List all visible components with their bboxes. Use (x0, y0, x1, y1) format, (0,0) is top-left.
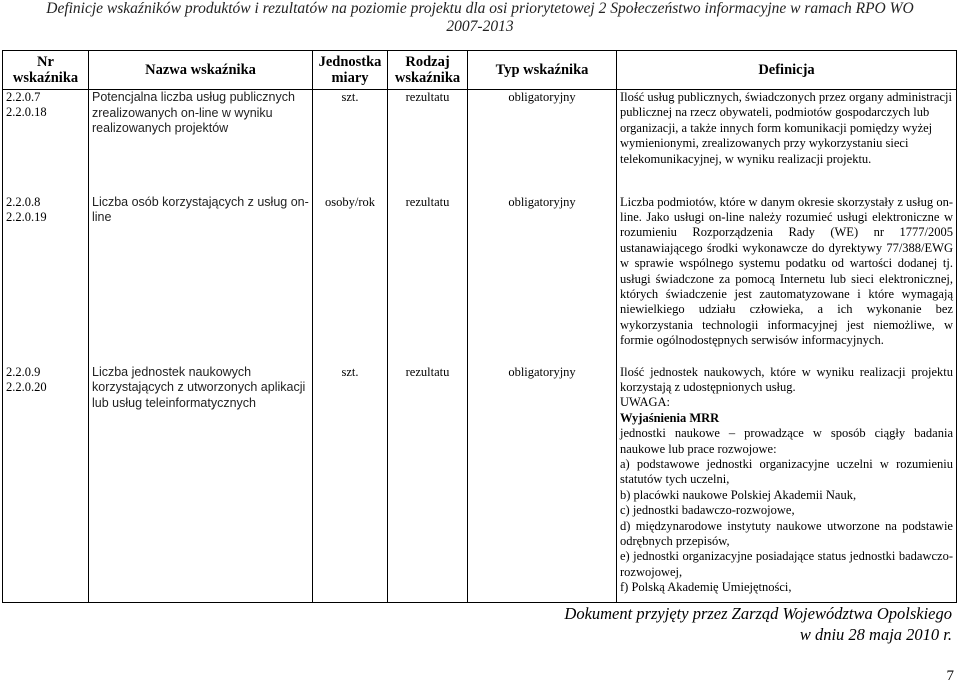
list-item: b) placówki naukowe Polskiej Akademii Nauk, (620, 487, 857, 502)
row3-jednostka: szt. (313, 365, 388, 603)
row1-nr-code2: 2.2.0.18 (6, 105, 47, 119)
row1-rodzaj: rezultatu (388, 90, 468, 195)
row3-typ: obligatoryjny (468, 365, 617, 603)
col-header-definicja: Definicja (617, 51, 957, 90)
indicators-table (2, 50, 957, 603)
list-item: d) międzynarodowe instytuty naukowe utworzone na podstawie odrębnych przepisów, (620, 518, 953, 548)
row2-rodzaj: rezultatu (388, 195, 468, 365)
document-footer (492, 603, 952, 645)
list-item: f) Polską Akademię Umiejętności, (620, 580, 792, 595)
row1-typ: obligatoryjny (468, 90, 617, 195)
row2-typ: obligatoryjny (468, 195, 617, 365)
row1-jednostka: szt. (313, 90, 388, 195)
col-header-typ: Typ wskaźnika (468, 51, 617, 90)
row3-rodzaj: rezultatu (388, 365, 468, 603)
row3-wyjasnienia-heading: Wyjaśnienia MRR (620, 410, 720, 425)
row3-nr-code1: 2.2.0.9 (6, 364, 41, 379)
row3-definicja (617, 365, 957, 603)
row3-definicja-intro: Ilość jednostek naukowych, które w wyniku realizacji projektu korzystają z udostępnionych usług. (620, 364, 953, 394)
row2-nr-code1: 2.2.0.8 (6, 194, 41, 209)
row3-nr-code2: 2.2.0.20 (6, 379, 47, 394)
col-header-jednostka: Jednostka miary (313, 51, 388, 90)
row2-definicja: Liczba podmiotów, które w danym okresie skorzystały z usług on-line. Jako usługi on-line należy rozumieć usługi elektroniczne w rozumieniu Rozporządzenia Rady (WE) nr 1777/2005 ustanawiającego środki wykonawcze do dyrektywy 77/388/EWG w sprawie wspólnego systemu podatku od wartości dodanej tj. usługi świadczone za pomocą Internetu lub sieci elektronicznej, których świadczenie jest zautomatyzowane i które wymagają niewielkiego udziału człowieka, a ich wykonanie bez wykorzystania technologii informacyjnej jest niemożliwe, w formie ogólnodostępnych serwisów informacyjnych. (617, 195, 957, 365)
row2-nr (3, 195, 89, 365)
table-row (3, 90, 957, 195)
page-number: 7 (946, 668, 954, 684)
row2-nr-code2: 2.2.0.19 (6, 209, 47, 224)
page-header (0, 0, 960, 36)
footer-line1: Dokument przyjęty przez Zarząd Województwa Opolskiego (564, 604, 952, 623)
row3-uwaga: UWAGA: (620, 395, 670, 410)
list-item: a) podstawowe jednostki organizacyjne uczelni w rozumieniu statutów tych uczelni, (620, 456, 953, 487)
row3-nr (3, 365, 89, 603)
row1-nazwa: Potencjalna liczba usług publicznych zrealizowanych on-line w wyniku realizowanych projektów (89, 90, 313, 195)
table-header-row (3, 51, 957, 90)
header-title-line1: Definicje wskaźników produktów i rezultatów na poziomie projektu dla osi priorytetowej 2 Społeczeństwo informacyjne w ramach RPO WO (46, 0, 914, 17)
row3-definicja-body: jednostki naukowe – prowadzące w sposób ciągły badania naukowe lub prace rozwojowe: (620, 426, 953, 456)
row3-nazwa: Liczba jednostek naukowych korzystających z utworzonych aplikacji lub usług teleinformatycznych (89, 365, 313, 603)
row2-nazwa: Liczba osób korzystających z usług on-line (89, 195, 313, 365)
list-item: e) jednostki organizacyjne posiadające status jednostki badawczo-rozwojowej, (620, 549, 953, 579)
list-item: c) jednostki badawczo-rozwojowe, (620, 503, 795, 518)
row1-nr (3, 90, 89, 195)
row1-nr-code1: 2.2.0.7 (6, 90, 41, 104)
row2-jednostka: osoby/rok (313, 195, 388, 365)
header-title-line2: 2007-2013 (446, 18, 514, 35)
footer-line2: w dniu 28 maja 2010 r. (799, 625, 952, 644)
row1-definicja: Ilość usług publicznych, świadczonych przez organy administracji publicznej na rzecz obywateli, podmiotów gospodarczych lub organizacji, a także innych form komunikacji pomiędzy wyżej wymienionymi, zrealizowanych przy wykorzystaniu sieci telekomunikacyjnej, w wyniku realizacji projektu. (617, 90, 957, 195)
table-row (3, 195, 957, 365)
table-row (3, 365, 957, 603)
col-header-rodzaj: Rodzaj wskaźnika (388, 51, 468, 90)
col-header-nr: Nr wskaźnika (3, 51, 89, 90)
col-header-nazwa: Nazwa wskaźnika (89, 51, 313, 90)
